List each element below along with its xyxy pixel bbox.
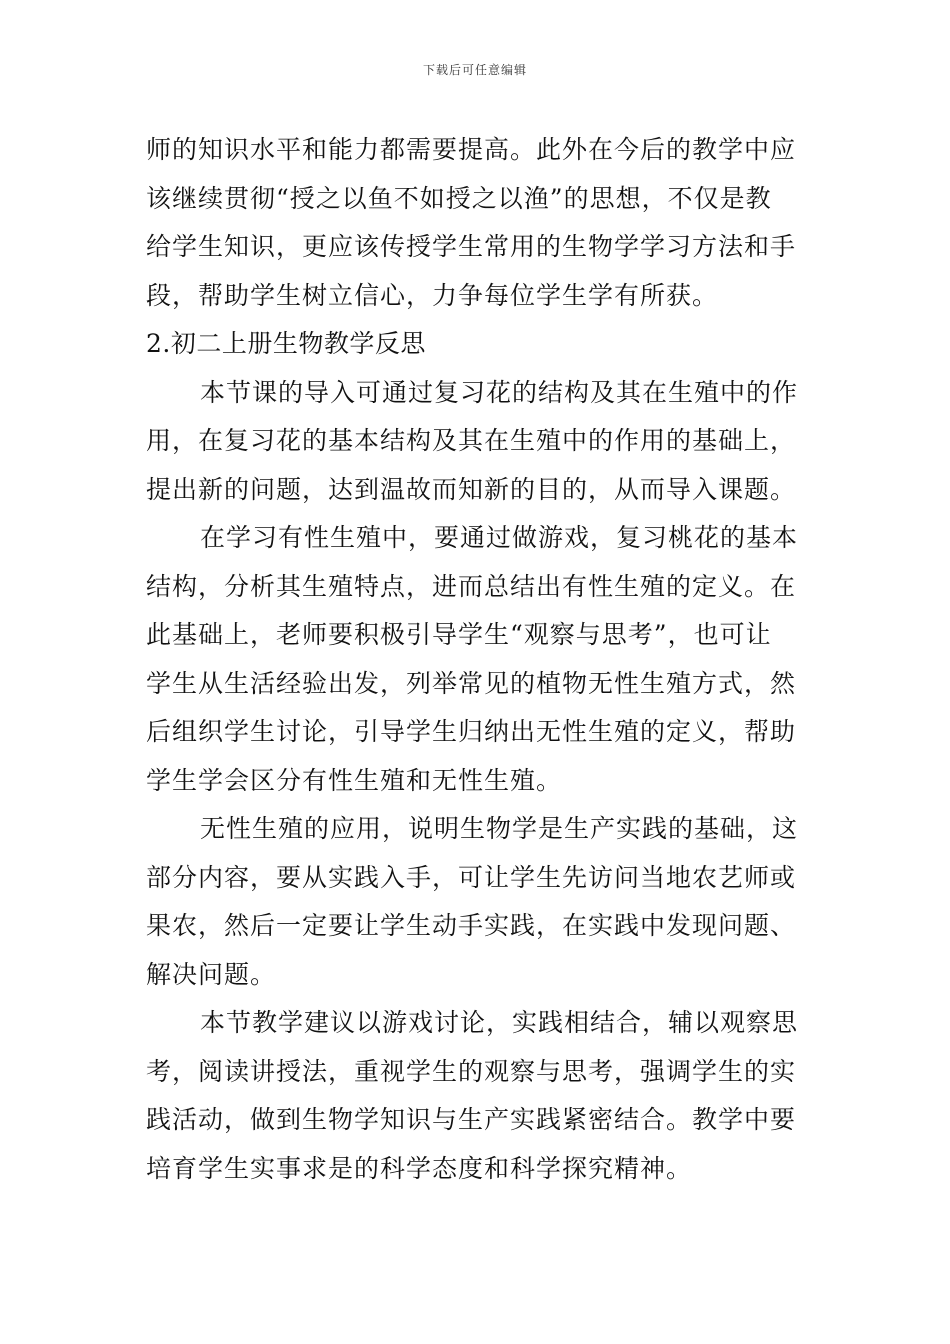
text-line: 用，在复习花的基本结构及其在生殖中的作用的基础上， <box>146 426 797 455</box>
text-line: 此基础上，老师要积极引导学生“观察与思考”，也可让 <box>146 620 772 649</box>
paragraph <box>146 999 806 1193</box>
text-line: 果农，然后一定要让学生动手实践，在实践中发现问题、 <box>146 911 797 940</box>
text-line: 本节课的导入可通过复习花的结构及其在生殖中的作 <box>200 377 799 407</box>
text-line: 师的知识水平和能力都需要提高。此外在今后的教学中应 <box>146 135 797 164</box>
heading-text: 2.初二上册生物教学反思 <box>146 329 426 358</box>
paragraph <box>146 514 806 805</box>
text-line: 后组织学生讨论，引导学生归纳出无性生殖的定义，帮助 <box>146 717 797 746</box>
text-line: 给学生知识，更应该传授学生常用的生物学学习方法和手 <box>146 232 797 261</box>
text-line: 在学习有性生殖中，要通过做游戏，复习桃花的基本 <box>200 523 799 552</box>
section-heading <box>146 320 806 369</box>
text-line: 无性生殖的应用，说明生物学是生产实践的基础，这 <box>200 814 799 843</box>
text-line: 本节教学建议以游戏讨论，实践相结合，辅以观察思 <box>200 1008 799 1037</box>
text-line: 践活动，做到生物学知识与生产实践紧密结合。教学中要 <box>146 1105 797 1134</box>
paragraph <box>146 369 806 515</box>
text-line: 培育学生实事求是的科学态度和科学探究精神。 <box>146 1153 693 1183</box>
paragraph-continuation <box>146 126 806 320</box>
text-line: 部分内容，要从实践入手，可让学生先访问当地农艺师或 <box>146 862 797 892</box>
text-line: 段，帮助学生树立信心，力争每位学生学有所获。 <box>146 280 719 310</box>
text-line: 该继续贯彻“授之以鱼不如授之以渔”的思想，不仅是教 <box>146 183 772 213</box>
document-body <box>146 126 806 1193</box>
text-line: 考，阅读讲授法，重视学生的观察与思考，强调学生的实 <box>146 1056 797 1086</box>
text-line: 结构，分析其生殖特点，进而总结出有性生殖的定义。在 <box>146 571 797 601</box>
text-line: 提出新的问题，达到温故而知新的目的，从而导入课题。 <box>146 474 797 504</box>
text-line: 解决问题。 <box>146 959 277 989</box>
text-line: 学生从生活经验出发，列举常见的植物无性生殖方式，然 <box>146 668 797 698</box>
text-line: 学生学会区分有性生殖和无性生殖。 <box>146 765 563 795</box>
paragraph <box>146 805 806 999</box>
page-header: 下载后可任意编辑 <box>422 63 527 77</box>
